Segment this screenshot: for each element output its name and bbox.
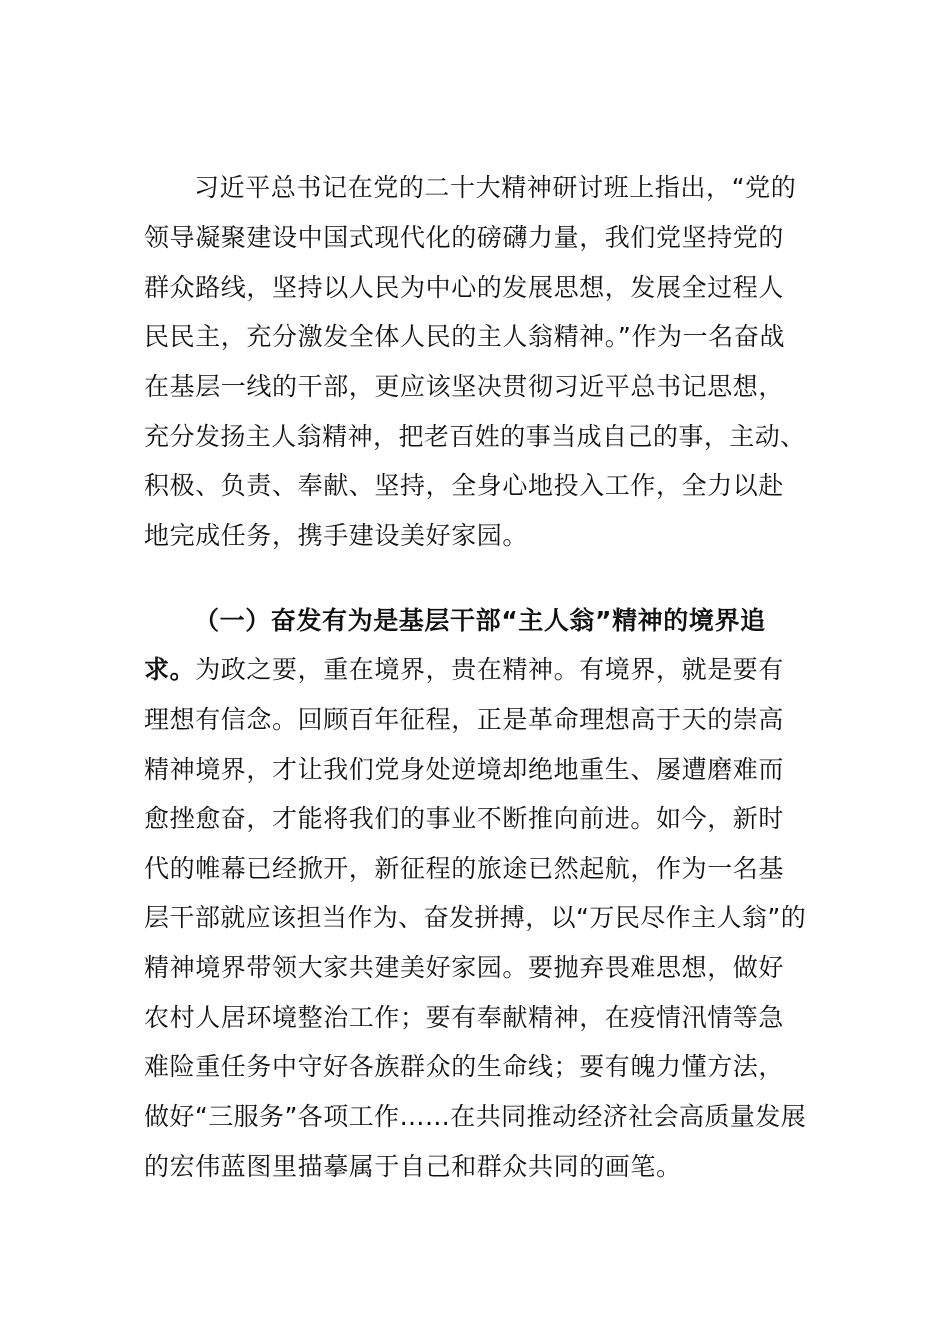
text-line: 地完成任务，携手建设美好家园。 xyxy=(144,521,529,550)
text-line: 愈挫愈奋，才能将我们的事业不断推向前进。如今，新时 xyxy=(144,804,785,833)
text-line: 民民主，充分激发全体人民的主人翁精神。”作为一名奋战 xyxy=(144,322,786,351)
text-line: 群众路线，坚持以人民为中心的发展思想，发展全过程人 xyxy=(144,273,785,302)
text-line: 精神境界带领大家共建美好家园。要抛弃畏难思想，做好 xyxy=(144,953,785,982)
text-line: 代的帷幕已经掀开，新征程的旅途已然起航，作为一名基 xyxy=(144,854,785,883)
text-span: 为政之要，重在境界，贵在精神。有境界，就是要有 xyxy=(195,655,785,684)
text-line: 精神境界，才让我们党身处逆境却绝地重生、屡遭磨难而 xyxy=(144,755,785,784)
text-line: 习近平总书记在党的二十大精神研讨班上指出，“党的 xyxy=(194,173,797,202)
section-heading: （一）奋发有为是基层干部“主人翁”精神的境界追 xyxy=(194,606,766,635)
text-line: 理想有信念。回顾百年征程，正是革命理想高于天的崇高 xyxy=(144,705,785,734)
text-line: 做好“三服务”各项工作……在共同推动经济社会高质量发展 xyxy=(144,1102,807,1131)
text-line: 的宏伟蓝图里描摹属于自己和群众共同的画笔。 xyxy=(144,1152,682,1181)
section-heading-end: 求。 xyxy=(144,655,196,684)
text-line: 积极、负责、奉献、坚持，全身心地投入工作，全力以赴 xyxy=(144,471,785,500)
text-line: 充分发扬主人翁精神，把老百姓的事当成自己的事，主动、 xyxy=(144,422,806,451)
text-line: 领导凝聚建设中国式现代化的磅礴力量，我们党坚持党的 xyxy=(144,223,785,252)
text-line: 层干部就应该担当作为、奋发拼搏，以“万民尽作主人翁”的 xyxy=(144,903,807,932)
text-line: 农村人居环境整治工作；要有奉献精神，在疫情汛情等急 xyxy=(144,1003,785,1032)
text-line: 难险重任务中守好各族群众的生命线；要有魄力懂方法， xyxy=(144,1052,785,1081)
text-line: 在基层一线的干部，更应该坚决贯彻习近平总书记思想， xyxy=(144,372,785,401)
text-line xyxy=(144,653,784,687)
